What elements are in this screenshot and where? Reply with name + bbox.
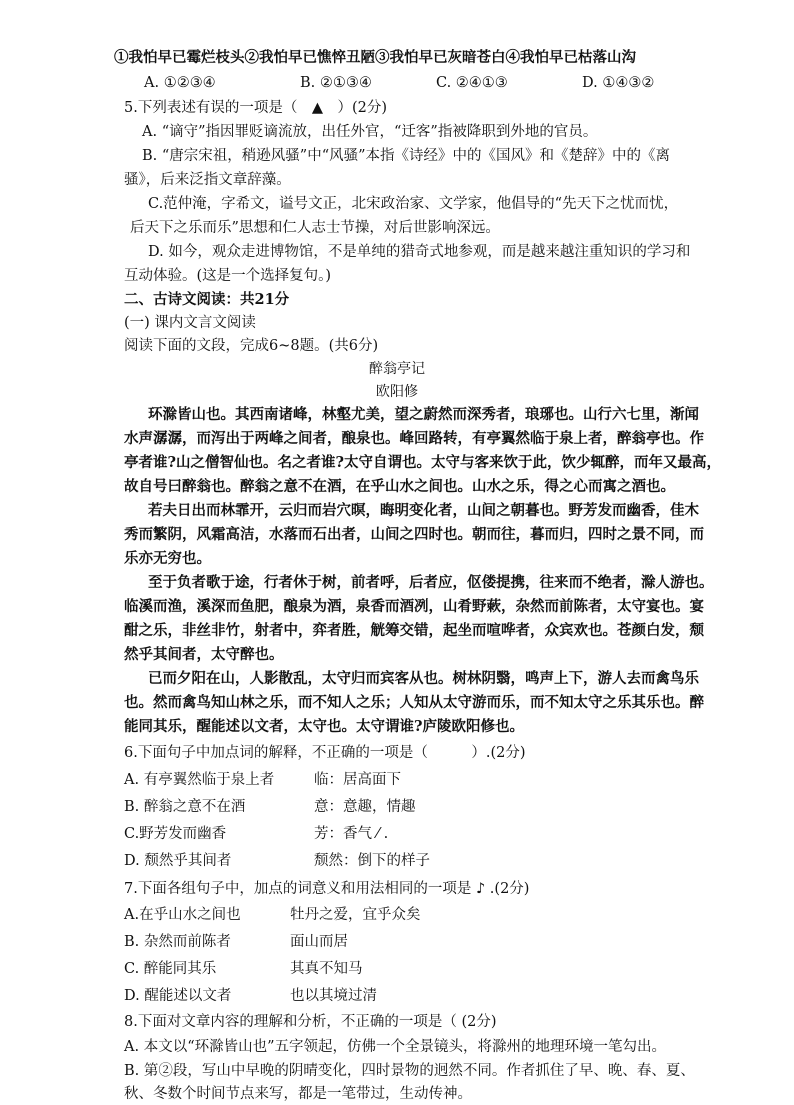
essay-line: 然乎其间者，太守醉也。 bbox=[124, 646, 284, 663]
essay-line: 若夫日出而林霏开，云归而岩穴暝，晦明变化者，山间之朝暮也。野芳发而幽香，佳木 bbox=[148, 502, 699, 519]
q6-option-d-explain: 颓然：倒下的样子 bbox=[314, 853, 430, 869]
essay-line: 秀而繁阴，风霜高洁，水落而石出者，山间之四时也。朝而往，暮而归，四时之景不同，而 bbox=[124, 526, 704, 543]
q8-stem: 8.下面对文章内容的理解和分析，不正确的一项是（ (2分) bbox=[124, 1014, 497, 1030]
q7-option-a: A.在乎山水之间也 bbox=[124, 907, 241, 923]
q6-stem: 6.下面句子中加点词的解释，不正确的一项是（ ）.(2分) bbox=[124, 745, 526, 761]
q4-option-b: B. ②①③④ bbox=[300, 75, 372, 91]
q5-stem: 5.下列表述有误的一项是（ ▲ ）(2分) bbox=[124, 100, 388, 116]
essay-line: 故自号曰醉翁也。醉翁之意不在酒，在乎山水之间也。山水之乐，得之心而寓之酒也。 bbox=[124, 478, 675, 495]
essay-line: 亭者谁?山之僧智仙也。名之者谁?太守自谓也。太守与客来饮于此，饮少辄醉，而年又最高， bbox=[124, 454, 721, 471]
q4-poem-line: ①我怕早已霉烂枝头②我怕早已憔悴丑陋③我怕早已灰暗苍白④我怕早已枯落山沟 bbox=[114, 49, 636, 66]
q7-option-d-compare: 也以其境过清 bbox=[290, 988, 377, 1004]
q8-option-a: A. 本文以“环滁皆山也”五字领起，仿佛一个全景镜头，将滁州的地理环境一笔勾出。 bbox=[124, 1039, 667, 1055]
q4-option-c: C. ②④①③ bbox=[436, 75, 508, 91]
essay-line: 已而夕阳在山，人影散乱，太守归而宾客从也。树林阴翳，鸣声上下，游人去而禽鸟乐 bbox=[148, 670, 699, 687]
essay-line: 水声潺潺，而泻出于两峰之间者，酿泉也。峰回路转，有亭翼然临于泉上者，醉翁亭也。作 bbox=[124, 430, 704, 447]
q5-option-c-line1: C.范仲淹，字希文，谥号文正，北宋政治家、文学家，他倡导的“先天下之忧而忧， bbox=[148, 196, 679, 212]
essay-line: 乐亦无穷也。 bbox=[124, 550, 211, 567]
q7-option-b: B. 杂然而前陈者 bbox=[124, 934, 231, 950]
q6-option-c: C.野芳发而幽香 bbox=[124, 826, 227, 842]
section-heading: 二、古诗文阅读：共21分 bbox=[124, 291, 290, 308]
q5-option-b-line2: 骚》，后来泛指文章辞藻。 bbox=[124, 172, 291, 188]
reading-instruction: 阅读下面的文段，完成6~8题。(共6分) bbox=[124, 338, 379, 354]
q4-option-a: A. ①②③④ bbox=[144, 75, 216, 91]
essay-line: 临溪而渔，溪深而鱼肥，酿泉为酒，泉香而酒冽，山肴野蔌，杂然而前陈者，太守宴也。宴 bbox=[124, 598, 704, 615]
q6-option-a-explain: 临：居高面下 bbox=[314, 772, 401, 788]
q6-option-b-explain: 意：意趣，情趣 bbox=[314, 799, 416, 815]
q5-option-d-line2: 互动体验。(这是一个选择复句。) bbox=[124, 268, 332, 284]
q7-option-a-compare: 牡丹之爱，宜乎众矣 bbox=[290, 907, 421, 923]
essay-title: 醉翁亭记 bbox=[368, 361, 426, 377]
essay-line: 能同其乐，醒能述以文者，太守也。太守谓谁?庐陵欧阳修也。 bbox=[124, 718, 524, 735]
section-subheading: (一) 课内文言文阅读 bbox=[124, 315, 256, 331]
q5-option-a: A. “谪守”指因罪贬谪流放，出任外官，“迁客”指被降职到外地的官员。 bbox=[142, 124, 598, 140]
q4-option-d: D. ①④③② bbox=[582, 75, 655, 91]
q7-option-b-compare: 面山而居 bbox=[290, 934, 348, 950]
q8-option-b-line1: B. 第②段，写山中早晚的阴晴变化，四时景物的迥然不同。作者抓住了早、晚、春、夏、 bbox=[124, 1063, 695, 1079]
q5-option-c-line2: 后天下之乐而乐”思想和仁人志士节操，对后世影响深远。 bbox=[130, 220, 500, 236]
q6-option-c-explain: 芳：香气 ⁄ . bbox=[314, 826, 389, 842]
q6-option-b: B. 醉翁之意不在酒 bbox=[124, 799, 246, 815]
essay-line: 环滁皆山也。其西南诸峰，林壑尤美，望之蔚然而深秀者，琅琊也。山行六七里，渐闻 bbox=[148, 406, 699, 423]
q8-option-b-line2: 秋、冬数个时间节点来写，都是一笔带过，生动传神。 bbox=[124, 1086, 472, 1102]
essay-line: 至于负者歌于途，行者休于树，前者呼，后者应，伛偻提携，往来而不绝者，滁人游也。 bbox=[148, 574, 714, 591]
q6-option-d: D. 颓然乎其间者 bbox=[124, 853, 232, 869]
q6-option-a: A. 有亭翼然临于泉上者 bbox=[124, 772, 275, 788]
essay-line: 也。然而禽鸟知山林之乐，而不知人之乐；人知从太守游而乐，而不知太守之乐其乐也。醉 bbox=[124, 694, 704, 711]
q7-option-d: D. 醒能述以文者 bbox=[124, 988, 232, 1004]
q7-option-c: C. 醉能同其乐 bbox=[124, 961, 217, 977]
q5-option-b-line1: B. “唐宗宋祖，稍逊风骚”中“风骚”本指《诗经》中的《国风》和《楚辞》中的《离 bbox=[142, 148, 671, 164]
q5-option-d-line1: D. 如今，观众走进博物馆，不是单纯的猎奇式地参观，而是越来越注重知识的学习和 bbox=[148, 244, 691, 260]
q7-option-c-compare: 其真不知马 bbox=[290, 961, 363, 977]
essay-line: 酣之乐，非丝非竹，射者中，弈者胜，觥筹交错，起坐而喧哗者，众宾欢也。苍颜白发，颓 bbox=[124, 622, 704, 639]
essay-author: 欧阳修 bbox=[375, 384, 419, 400]
q7-stem: 7.下面各组句子中，加点的词意义和用法相同的一项是 ♪ .(2分) bbox=[124, 881, 530, 897]
